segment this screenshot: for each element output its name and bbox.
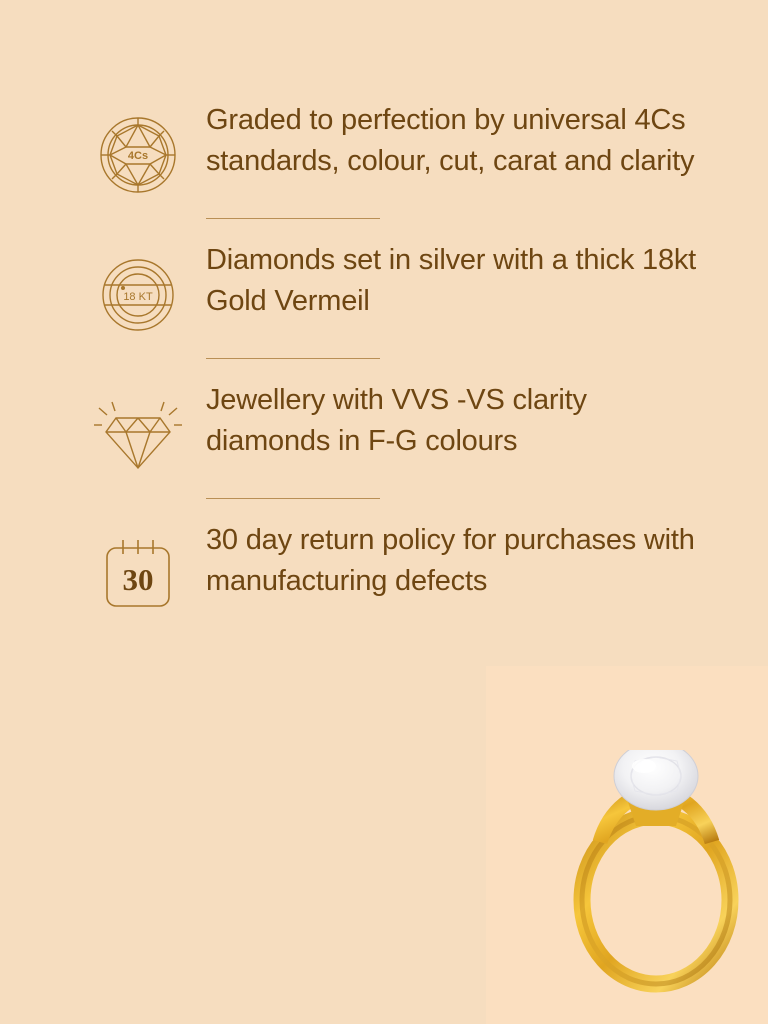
feature-item [0,100,768,196]
feature-item [0,380,768,476]
icon-label-18kt: 18 KT [123,291,153,303]
feature-text: Diamonds set in silver with a thick 18kt Gold Vermeil [206,244,697,317]
diamond-gem-4cs-icon [88,100,188,196]
feature-divider [0,336,768,380]
feature-item [0,240,768,336]
icon-label-4cs: 4Cs [127,150,149,162]
sparkling-diamond-icon [88,380,188,476]
icon-label-30: 30 [122,562,154,597]
solitaire-gold-ring-photo [540,750,768,1000]
feature-text: Jewellery with VVS -VS clarity diamonds in F-G colours [206,384,587,457]
feature-text: Graded to perfection by universal 4Cs standards, colour, cut, carat and clarity [206,104,695,177]
calendar-30-day-icon [88,520,188,616]
feature-text: 30 day return policy for purchases with manufacturing defects [206,524,695,597]
feature-item [0,520,768,616]
gold-coin-18kt-icon [88,240,188,336]
feature-divider [0,476,768,520]
feature-divider [0,196,768,240]
